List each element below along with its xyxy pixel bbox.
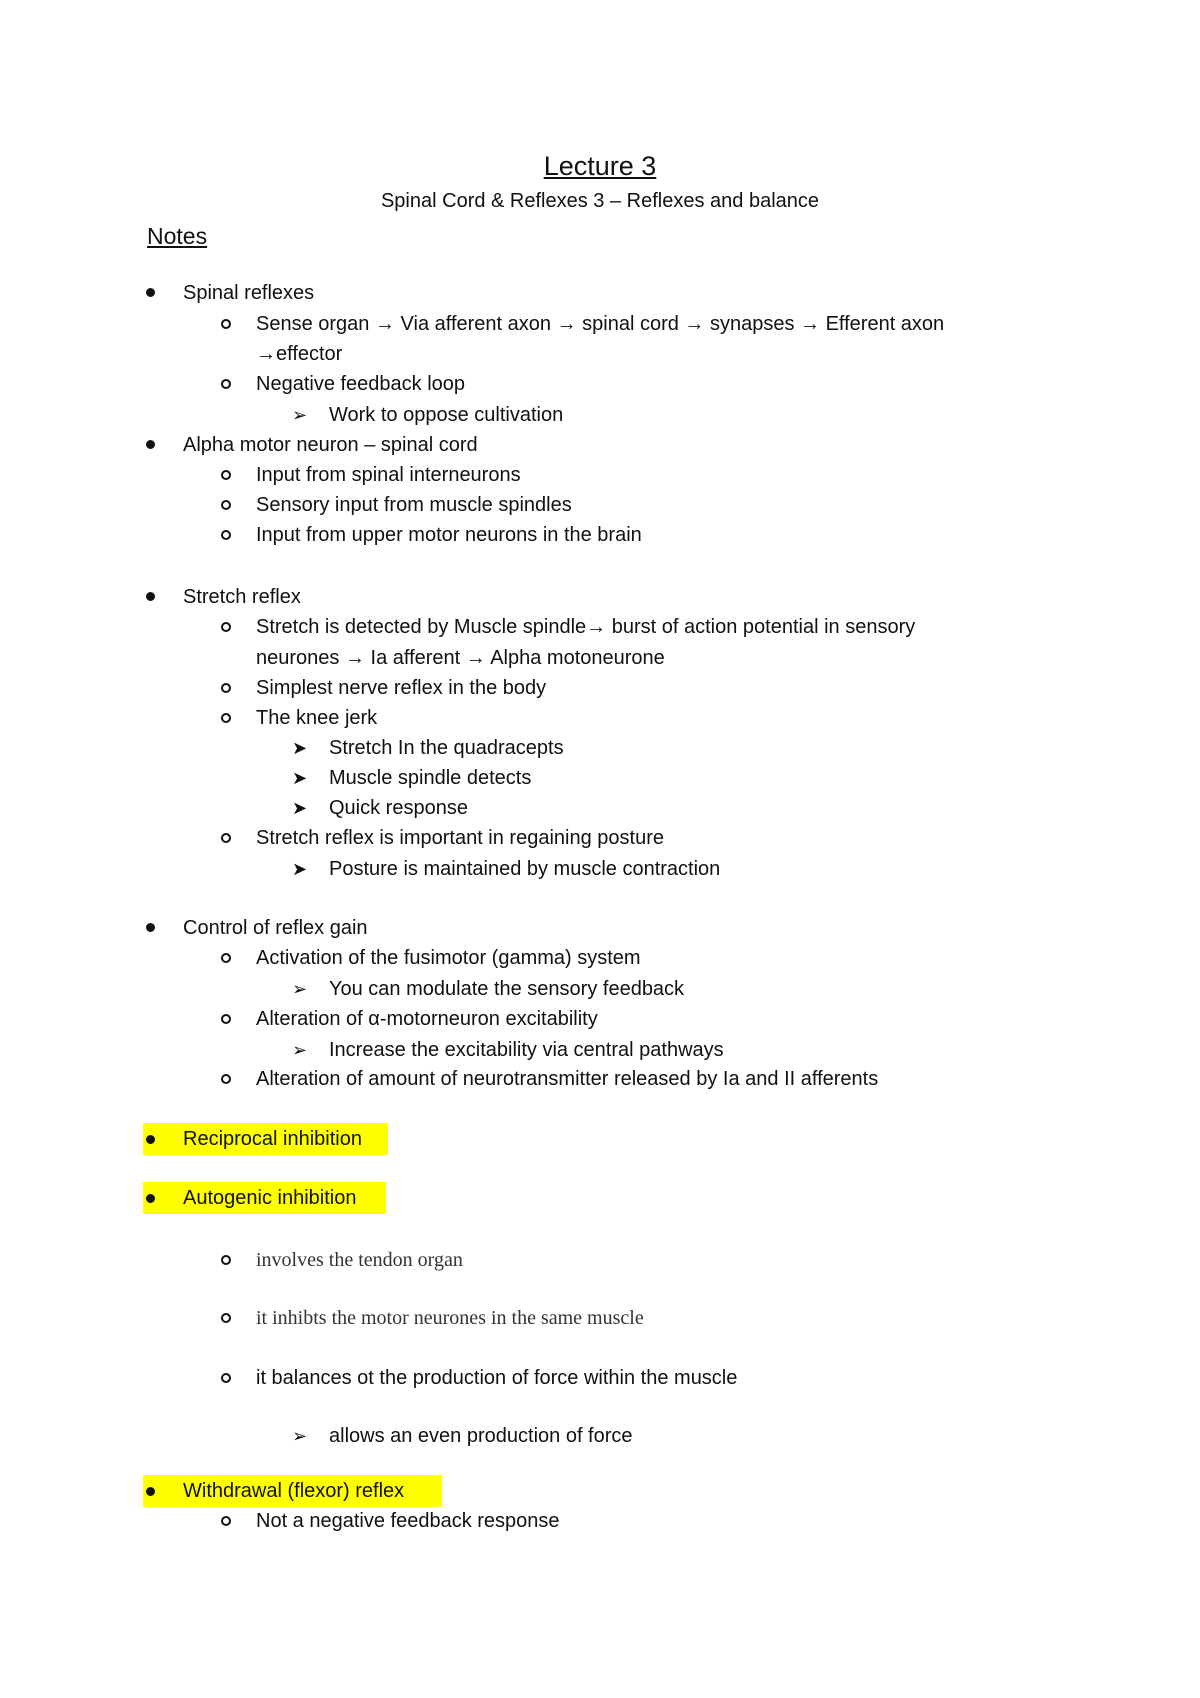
circle-bullet-icon [221,379,231,389]
notes-heading: Notes [147,223,208,249]
circle-bullet-icon [221,1313,231,1323]
list-item: Stretch is detected by Muscle spindle→ burst of action potential in sensory [256,616,916,638]
circle-bullet-icon [221,1014,231,1024]
list-item: Autogenic inhibition [183,1187,357,1209]
circle-bullet-icon [221,713,231,723]
list-item: it balances ot the production of force within the muscle [256,1367,738,1389]
list-item: The knee jerk [256,707,378,729]
circle-bullet-icon [221,1074,231,1084]
circle-bullet-icon [221,1373,231,1383]
circle-bullet-icon [221,319,231,329]
list-item: neurones → Ia afferent → Alpha motoneurone [256,647,665,669]
list-item: Posture is maintained by muscle contraction [329,858,721,880]
bullet-icon [146,923,155,932]
arrow-bullet-icon: ➢ [292,1426,308,1446]
list-item: Control of reflex gain [183,917,368,939]
bullet-icon [146,288,155,297]
list-item: Alpha motor neuron – spinal cord [183,434,478,456]
arrow-bullet-icon: ➢ [292,405,308,425]
list-item: Increase the excitability via central pathways [329,1039,724,1061]
list-item: allows an even production of force [329,1425,633,1447]
list-item: You can modulate the sensory feedback [329,978,685,1000]
arrow-bullet-icon: ➤ [292,768,308,788]
circle-bullet-icon [221,953,231,963]
list-item: Sense organ → Via afferent axon → spinal cord → synapses → Efferent axon [256,313,945,335]
list-item: Alteration of α-motorneuron excitability [256,1008,598,1030]
list-item: Stretch reflex is important in regaining posture [256,827,664,849]
bullet-icon [146,592,155,601]
list-item: Work to oppose cultivation [329,404,564,426]
list-item: involves the tendon organ [256,1249,463,1271]
circle-bullet-icon [221,833,231,843]
list-item: Withdrawal (flexor) reflex [183,1480,405,1502]
circle-bullet-icon [221,470,231,480]
list-item: it inhibts the motor neurones in the same muscle [256,1307,644,1329]
circle-bullet-icon [221,1516,231,1526]
page-subtitle: Spinal Cord & Reflexes 3 – Reflexes and balance [380,190,820,212]
list-item: Input from upper motor neurons in the brain [256,524,642,546]
arrow-bullet-icon: ➢ [292,1040,308,1060]
list-item: Simplest nerve reflex in the body [256,677,547,699]
list-item: Spinal reflexes [183,282,315,304]
circle-bullet-icon [221,1255,231,1265]
list-item: Stretch reflex [183,586,301,608]
list-item: Muscle spindle detects [329,767,532,789]
bullet-icon [146,1135,155,1144]
circle-bullet-icon [221,683,231,693]
circle-bullet-icon [221,500,231,510]
list-item: Quick response [329,797,468,819]
arrow-bullet-icon: ➢ [292,979,308,999]
bullet-icon [146,440,155,449]
list-item: Input from spinal interneurons [256,464,521,486]
arrow-bullet-icon: ➤ [292,859,308,879]
list-item: Reciprocal inhibition [183,1128,362,1150]
list-item: Not a negative feedback response [256,1510,560,1532]
list-item: Negative feedback loop [256,373,466,395]
circle-bullet-icon [221,530,231,540]
bullet-icon [146,1194,155,1203]
list-item: Sensory input from muscle spindles [256,494,572,516]
arrow-bullet-icon: ➤ [292,738,308,758]
list-item: →effector [256,343,343,365]
arrow-bullet-icon: ➤ [292,798,308,818]
list-item: Alteration of amount of neurotransmitter released by Ia and II afferents [256,1068,879,1090]
bullet-icon [146,1487,155,1496]
circle-bullet-icon [221,622,231,632]
list-item: Activation of the fusimotor (gamma) system [256,947,641,969]
list-item: Stretch In the quadracepts [329,737,564,759]
page-title: Lecture 3 [543,151,657,181]
